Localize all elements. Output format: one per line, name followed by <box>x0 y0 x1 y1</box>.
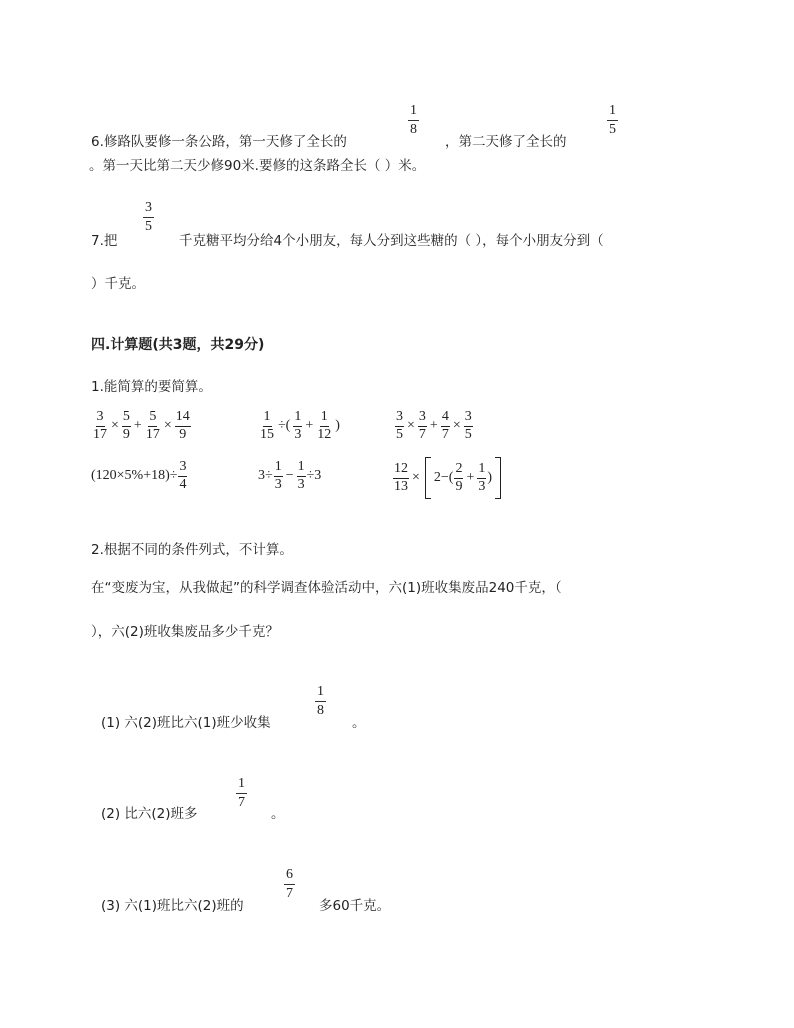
operator: + <box>466 470 475 485</box>
frac <box>297 460 306 492</box>
q6-fraction-1-numerator: 1 <box>408 104 419 121</box>
operator: + <box>133 418 142 434</box>
numerator: 3 <box>178 460 187 477</box>
operator: × <box>111 418 119 434</box>
q6-fraction-2 <box>607 104 618 137</box>
frac <box>178 460 187 492</box>
frac <box>441 410 450 442</box>
denominator: 17 <box>145 426 160 442</box>
expression-text: (120×5%+18)÷ <box>91 468 178 484</box>
denominator: 3 <box>274 476 282 492</box>
denominator: 9 <box>455 478 463 494</box>
frac <box>316 410 332 442</box>
q6-line2: 。第一天比第二天少修90米.要修的这条路全长（ ）米。 <box>89 158 426 174</box>
q7-fraction <box>143 201 154 234</box>
condition-3-text: (3) 六(1)班比六(2)班的 <box>101 898 244 914</box>
q6-fraction-1 <box>408 104 419 137</box>
numerator: 3 <box>464 410 473 427</box>
frac <box>393 462 409 494</box>
frac <box>122 410 131 442</box>
numerator: 1 <box>263 410 272 427</box>
expression-4 <box>91 460 188 492</box>
frac <box>175 410 191 442</box>
frac <box>464 410 473 442</box>
q6-fraction-2-numerator: 1 <box>607 104 618 121</box>
q7-prefix: 7.把 <box>91 233 118 249</box>
denominator: 3 <box>294 426 302 442</box>
frac <box>259 410 275 442</box>
denominator: 12 <box>317 426 332 442</box>
expression-6 <box>392 457 504 499</box>
expression-text: 3÷ <box>258 468 273 484</box>
section-4-heading: 四.计算题(共3题，共29分) <box>91 337 265 353</box>
operator: × <box>163 418 172 434</box>
frac <box>92 410 108 442</box>
numerator: 14 <box>175 410 191 427</box>
expression-text: ) <box>487 470 493 485</box>
operator: × <box>412 470 420 485</box>
denominator: 15 <box>260 426 274 442</box>
operator: ) <box>335 418 340 434</box>
expression-text: ÷3 <box>306 468 322 484</box>
numerator: 1 <box>315 685 326 702</box>
frac <box>418 410 427 442</box>
denominator: 4 <box>179 476 187 492</box>
operator: − <box>285 468 294 484</box>
q6-line1-part-a: 6.修路队要修一条公路，第一天修了全长的 <box>91 134 347 150</box>
numerator: 3 <box>395 410 404 427</box>
denominator: 3 <box>478 478 486 494</box>
condition-3-fraction <box>284 868 295 901</box>
denominator: 13 <box>394 478 408 494</box>
condition-1-text: (1) 六(2)班比六(1)班少收集 <box>101 715 271 731</box>
denominator: 9 <box>122 426 130 442</box>
operator: × <box>407 418 415 434</box>
q7-line1: 千克糖平均分给4个小朋友，每人分到这些糖的（ ），每个小朋友分到（ <box>179 233 604 249</box>
numerator: 6 <box>284 868 295 885</box>
numerator: 1 <box>293 410 302 427</box>
denominator: 7 <box>286 886 293 901</box>
numerator: 3 <box>96 410 105 427</box>
denominator: 5 <box>396 426 403 442</box>
frac <box>293 410 302 442</box>
q7-line2: ）千克。 <box>91 276 145 292</box>
condition-2-fraction <box>236 777 247 810</box>
operator: ÷( <box>278 418 291 434</box>
expression-1 <box>91 410 192 442</box>
frac <box>477 462 486 494</box>
operator: + <box>429 418 438 434</box>
numerator: 2 <box>454 462 463 479</box>
denominator: 8 <box>317 703 324 718</box>
expression-2 <box>258 410 342 442</box>
q6-fraction-1-denominator: 8 <box>410 122 417 137</box>
numerator: 4 <box>441 410 450 427</box>
expression-text: 2−( <box>433 470 454 485</box>
numerator: 1 <box>274 460 283 477</box>
numerator: 1 <box>320 410 329 427</box>
numerator: 1 <box>297 460 306 477</box>
condition-2-end: 。 <box>271 806 285 822</box>
denominator: 5 <box>464 426 472 442</box>
numerator: 5 <box>122 410 131 427</box>
denominator: 7 <box>441 426 449 442</box>
calc-q2-stem-line2: ），六(2)班收集废品多少千克？ <box>91 624 279 640</box>
expression-5 <box>258 460 321 492</box>
right-square-bracket <box>495 457 501 499</box>
denominator: 3 <box>297 476 305 492</box>
expression-3 <box>394 410 474 442</box>
left-square-bracket <box>425 457 431 499</box>
calc-q2-title: 2.根据不同的条件列式，不计算。 <box>91 542 293 558</box>
condition-2-text: (2) 比六(2)班多 <box>101 806 198 822</box>
numerator: 12 <box>393 462 409 479</box>
numerator: 3 <box>418 410 427 427</box>
numerator: 1 <box>477 462 486 479</box>
frac <box>145 410 161 442</box>
denominator: 17 <box>93 426 107 442</box>
calc-q2-stem-line1: 在“变废为宝，从我做起”的科学调查体验活动中，六(1)班收集废品240千克，（ <box>91 580 562 596</box>
operator: × <box>452 418 461 434</box>
numerator: 5 <box>148 410 157 427</box>
frac <box>454 462 463 494</box>
denominator: 9 <box>179 426 187 442</box>
operator: + <box>305 418 314 434</box>
frac <box>274 460 283 492</box>
denominator: 7 <box>238 795 245 810</box>
condition-1-fraction <box>315 685 326 718</box>
q6-line1-part-b: ，第二天修了全长的 <box>445 134 567 150</box>
frac <box>395 410 404 442</box>
numerator: 1 <box>236 777 247 794</box>
denominator: 7 <box>418 426 426 442</box>
q6-fraction-2-denominator: 5 <box>609 122 616 137</box>
q7-fraction-numerator: 3 <box>143 201 154 218</box>
condition-1-end: 。 <box>352 715 366 731</box>
calc-q1-title: 1.能简算的要简算。 <box>91 379 212 395</box>
q7-fraction-denominator: 5 <box>145 219 152 234</box>
condition-3-end: 多60千克。 <box>319 898 391 914</box>
